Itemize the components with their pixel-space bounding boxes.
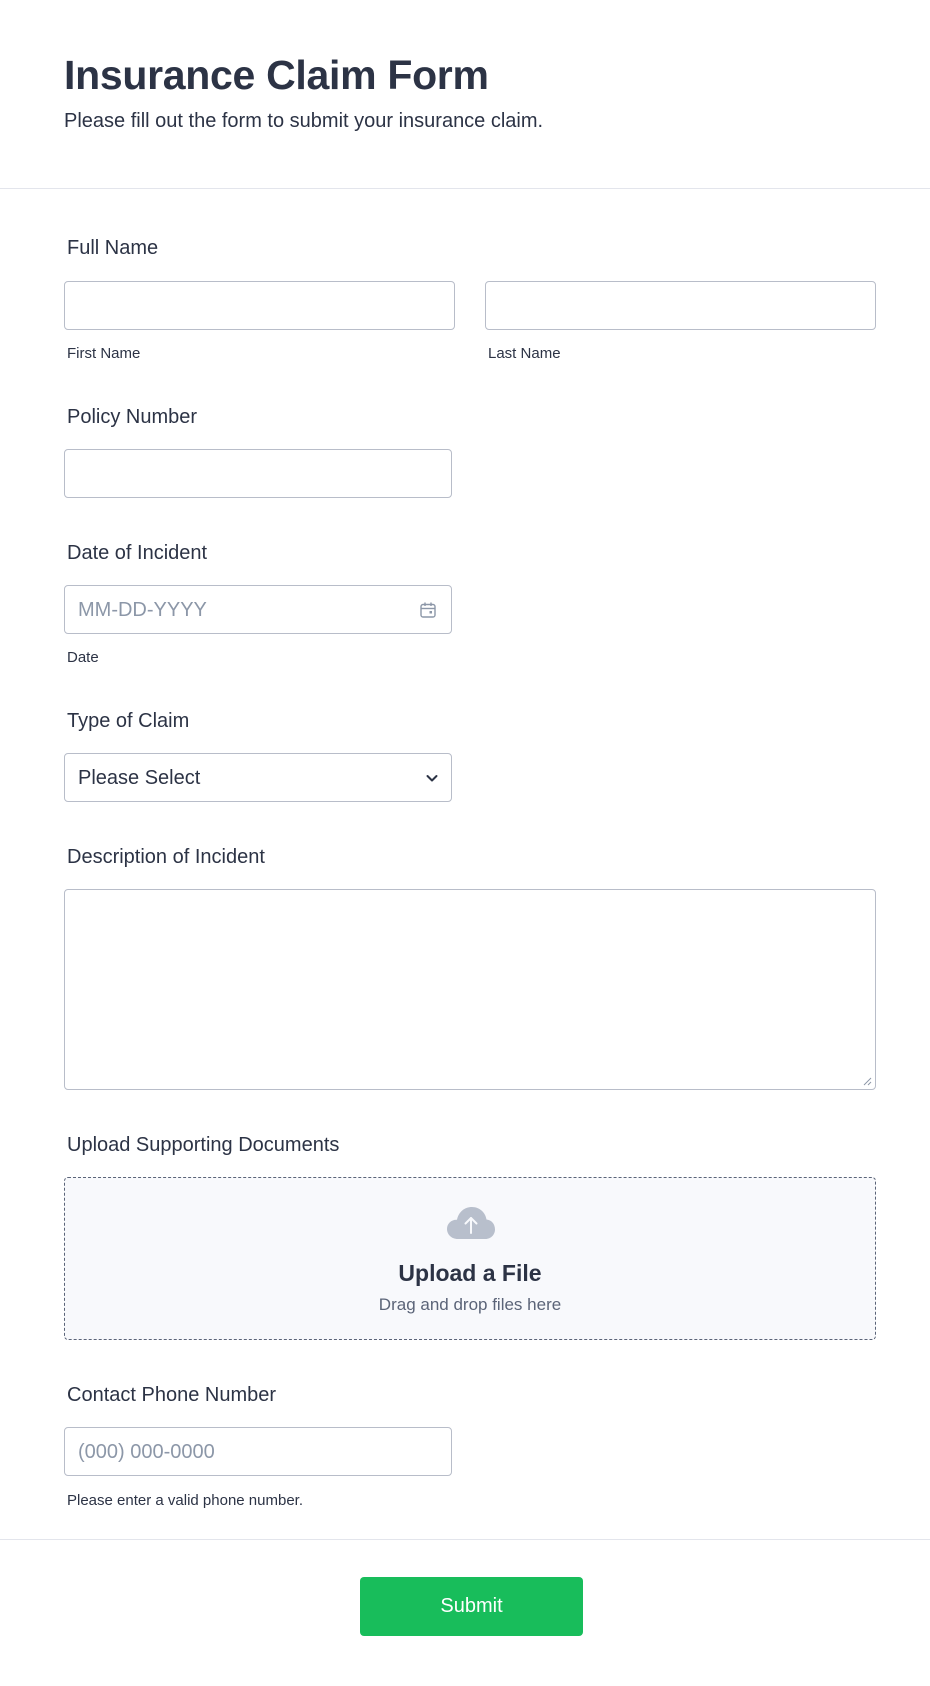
- chevron-down-icon: [425, 771, 439, 785]
- first-name-input[interactable]: [64, 281, 455, 330]
- date-of-incident-label: Date of Incident: [67, 542, 208, 564]
- upload-label: Upload Supporting Documents: [67, 1134, 340, 1156]
- contact-phone-label: Contact Phone Number: [67, 1384, 277, 1406]
- last-name-sublabel: Last Name: [488, 345, 561, 362]
- submit-button[interactable]: Submit: [360, 1577, 583, 1636]
- file-upload-dropzone[interactable]: [64, 1177, 876, 1340]
- first-name-sublabel: First Name: [67, 345, 141, 362]
- date-sublabel: Date: [67, 649, 99, 666]
- footer-divider: [0, 1539, 930, 1540]
- policy-number-input[interactable]: [64, 449, 452, 498]
- form-header: [0, 0, 930, 189]
- upload-title: Upload a File: [398, 1260, 542, 1286]
- policy-number-label: Policy Number: [67, 406, 198, 428]
- phone-hint: Please enter a valid phone number.: [67, 1492, 303, 1509]
- phone-placeholder: (000) 000-0000: [78, 1441, 215, 1463]
- phone-input[interactable]: [64, 1427, 452, 1476]
- last-name-input[interactable]: [485, 281, 876, 330]
- calendar-icon[interactable]: [419, 601, 437, 619]
- description-label: Description of Incident: [67, 846, 265, 868]
- upload-subtitle: Drag and drop files here: [378, 1295, 562, 1314]
- date-input[interactable]: [64, 585, 452, 634]
- page-title: Insurance Claim Form: [64, 52, 489, 98]
- resize-handle-icon[interactable]: [862, 1076, 872, 1086]
- cloud-upload-icon: [446, 1205, 496, 1241]
- claim-type-selected: Please Select: [78, 767, 201, 789]
- claim-type-select[interactable]: [64, 753, 452, 802]
- description-textarea[interactable]: [64, 889, 876, 1090]
- full-name-label: Full Name: [67, 237, 159, 259]
- type-of-claim-label: Type of Claim: [67, 710, 190, 732]
- date-placeholder: MM-DD-YYYY: [78, 599, 207, 621]
- page-subtitle: Please fill out the form to submit your insurance claim.: [64, 110, 544, 132]
